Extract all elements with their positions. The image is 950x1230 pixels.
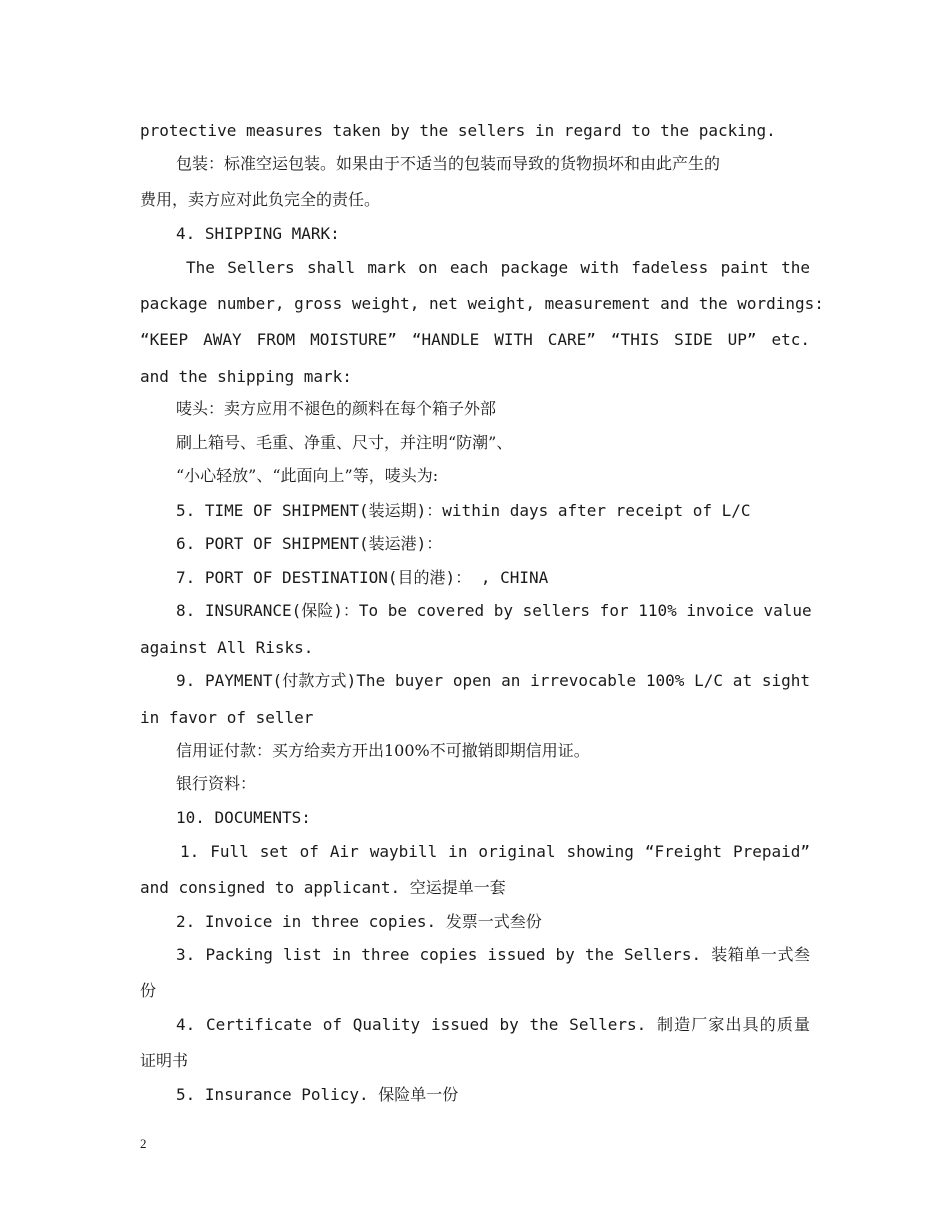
text-line: 费用，卖方应对此负完全的责任。	[140, 190, 381, 209]
text-line: 份	[140, 981, 157, 1000]
page-number: 2	[140, 1136, 147, 1151]
section-heading: 9. PAYMENT(付款方式)The buyer open an irrevocable 100% L/C at sight	[176, 671, 810, 690]
text-line: against All Risks.	[140, 638, 314, 657]
text-line: “小心轻放”、“此面向上”等，唛头为:	[176, 466, 439, 485]
document-list-item: 5. Insurance Policy. 保险单一份	[176, 1085, 459, 1104]
section-heading: 6. PORT OF SHIPMENT(装运港)：	[176, 534, 443, 553]
text-line: 证明书	[140, 1051, 189, 1070]
text-line: 信用证付款：买方给卖方开出100%不可撤销即期信用证。	[176, 741, 590, 760]
text-line: 包装：标准空运包装。如果由于不适当的包装而导致的货物损坏和由此产生的	[176, 154, 721, 173]
text-line: 唛头：卖方应用不褪色的颜料在每个箱子外部	[176, 399, 497, 418]
text-line: 刷上箱号、毛重、净重、尺寸，并注明“防潮”、	[176, 433, 513, 452]
text-line: package number, gross weight, net weight, measurement and the wordings:	[140, 294, 824, 313]
section-heading: 7. PORT OF DESTINATION(目的港)： , CHINA	[176, 568, 549, 587]
text-line: and the shipping mark:	[140, 367, 352, 386]
text-line: in favor of seller	[140, 708, 314, 727]
text-line: 银行资料：	[176, 774, 257, 793]
document-list-item: 4. Certificate of Quality issued by the Sellers. 制造厂家出具的质量	[176, 1015, 810, 1034]
document-list-item: 2. Invoice in three copies. 发票一式叁份	[176, 912, 542, 931]
document-list-item: 3. Packing list in three copies issued by the Sellers. 装箱单一式叁	[176, 945, 810, 964]
text-line: protective measures taken by the sellers in regard to the packing.	[140, 121, 776, 140]
text-line: “KEEP AWAY FROM MOISTURE” “HANDLE WITH CARE” “THIS SIDE UP” etc.	[140, 330, 810, 349]
document-list-item: 1. Full set of Air waybill in original showing “Freight Prepaid”	[180, 842, 810, 861]
section-heading: 4. SHIPPING MARK:	[176, 224, 340, 243]
section-heading: 8. INSURANCE(保险)：To be covered by sellers for 110% invoice value	[176, 601, 812, 620]
section-heading: 5. TIME OF SHIPMENT(装运期)：within days after receipt of L/C	[176, 501, 751, 520]
text-line: and consigned to applicant. 空运提单一套	[140, 878, 506, 897]
section-heading: 10. DOCUMENTS:	[176, 808, 311, 827]
text-line: The Sellers shall mark on each package with fadeless paint the	[186, 258, 810, 277]
